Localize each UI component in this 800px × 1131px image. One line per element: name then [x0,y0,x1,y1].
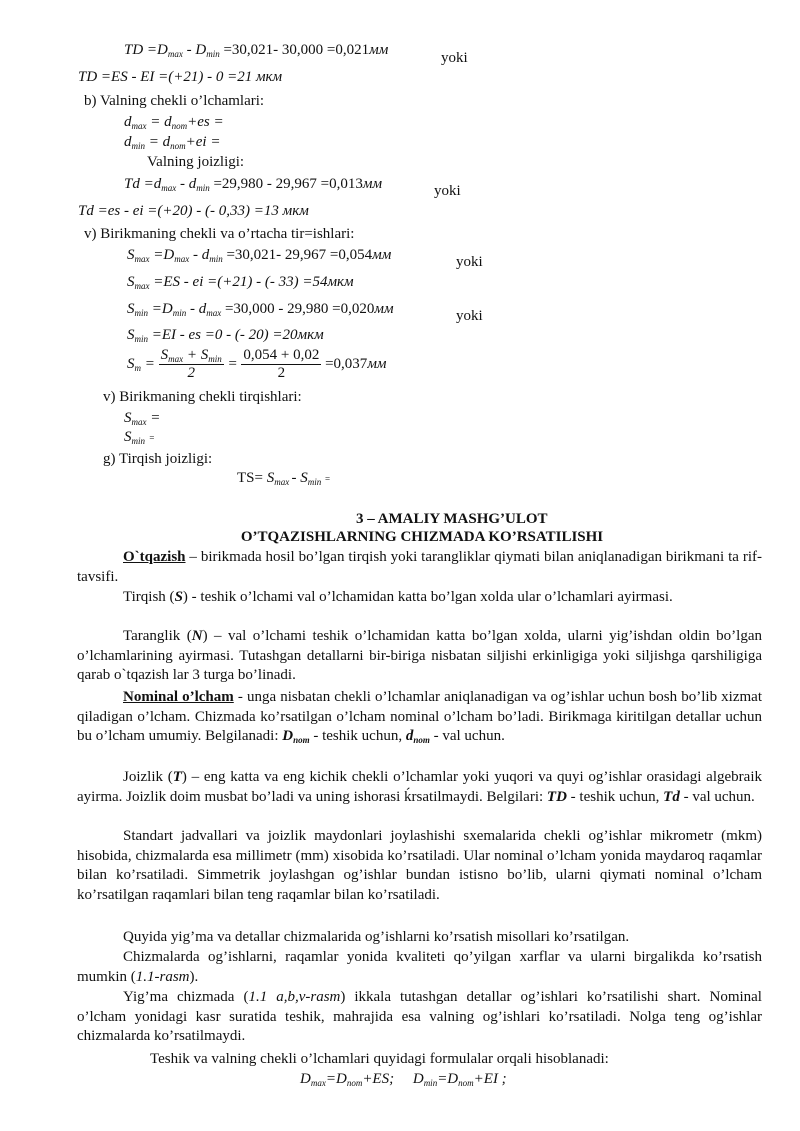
yoki-3: yoki [456,254,483,270]
smax-mkm-formula: $S_{max} =ES$ - ei =(+21) - (- 33) =54мкм [127,274,354,291]
paragraph-tirqish: Tirqish (S) - teshik o’lchami val o’lchamidan katta bo’lgan xolda ular o’lchamlari ayirmasi. [123,589,673,605]
paragraph-teshik: Teshik va valning chekli o’lchamlari quyidagi formulalar orqali hisoblanadi: [150,1051,609,1067]
smin-mm-formula: $S_{min} =D_{min} - d_{max} =30,000 - 29,980 =0,020мм$ [127,301,394,318]
section-heading-title: O’TQAZISHLARNING CHIZMADA KO’RSATILISHI [240,529,604,545]
dmax-dmin-formula: $D_{max}=D_{nom}+ES$; $D_{min}=D_{nom}+EI$ ; [300,1071,507,1088]
smax-mm-formula: $S_{max} =D_{max} - d_{min} =30,021-$ 29,967 =0,054мм [127,247,392,264]
v-label: v) Birikmaning chekli va o’rtacha tir=ishlari: [84,226,355,242]
paragraph-taranglik: Taranglik (N) – val o’lchami teshik o’lchamidan katta bo’lgan xolda, ularni yig’ishdan oldin bo’lgan o’lchamlarining ayirmasi. Tutashgan detallarni bir-biriga nisbatan siljishi erkinligiga yoki siljishga qarshiligiga qarab o`tqazish lar 3 turga bo’linadi. [77,628,762,684]
section-heading-number: 3 – AMALIY MASHG’ULOT [356,511,548,527]
sm-fraction-2: $\frac{0,054 + 0,02}{2}$ [243,347,320,382]
paragraph-otqazish: O`tqazish – birikmada hosil bo’lgan tirqish yoki tarangliklar qiymati bilan aniqlanadigan birikmani ta rif-tavsifi. [77,549,762,585]
val-joizligi-label: Valning joizligi: [147,154,245,170]
smax-blank: $S_{max}$ = [124,410,161,427]
ts-formula: $TS= S_{max} - S_{min}$ = [237,470,331,487]
sm-formula: $S_m$ = $\frac{S_{max} + S_{min}}{2}$ = $\frac{0,054 + 0,02}{2}$ =0,037мм [127,347,387,382]
yoki-2: yoki [434,183,461,199]
dmax-line: $d_{max} = d_{nom}+es$ = [124,114,224,131]
td-mm-formula: TD $=D_{max} - D_{min} =30,021-$ 30,000 =0,021мм [124,42,389,59]
td-mkm-formula: TD =ES - EI =(+21) - 0 =21 мкм [78,69,283,85]
td-val-mkm-formula: Td =es - ei =(+20) - (- 0,33) =13 мкм [78,203,309,219]
paragraph-joizlik: Joizlik (T) – eng katta va eng kichik chekli o’lchamlar yoki yuqori va quyi og’ishlar orasidagi algebraik ayirma. Joizlik doim musbat bo’ladi va uning ishorasi ḱrsatilmaydi. Belgilari: TD - teshik uchun, Td - val uchun. [77,769,762,805]
paragraph-yigma: Yig’ma chizmada (1.1 a,b,v-rasm) ikkala tutashgan detallar og’ishlari ko’rsatilishi shart. Nominal o’lcham yonidagi kasr suratida teshik, mahrajida esa valning og’ishlari ko’rsatiladi. Nolga teng og’ishlar chizmalarda ko’rsatilmaydi. [77,989,762,1045]
smin-mkm-formula: $S_{min} =EI$ - es =0 - (- 20) =20мкм [127,327,324,344]
smin-blank: $S_{min}$ = [124,429,155,446]
paragraph-quyida: Quyida yig’ma va detallar chizmalarida og’ishlarni ko’rsatish misollari ko’rsatilgan. [123,929,630,945]
b-label: b) Valning chekli o’lchamlari: [84,93,265,109]
sm-fraction-1: $\frac{S_{max} + S_{min}}{2}$ [160,347,222,382]
yoki-4: yoki [456,308,483,324]
td-val-mm-formula: $Td =d_{max} - d_{min} =29,980 - 29,967 =0,013мм$ [124,176,383,193]
term-otqazish: O`tqazish [123,549,186,565]
term-nominal: Nominal o’lcham [123,689,234,705]
paragraph-chizmalarda: Chizmalarda og’ishlarni, raqamlar yonida kvaliteti qo’yilgan xarflar va ularni birgalikda ko’rsatish mumkin (1.1-rasm). [77,949,762,985]
paragraph-standart: Standart jadvallari va joizlik maydonlari joylashishi sxemalarida chekli og’ishlar mikrometr (mkm) hisobida, chizmalarda esa millimetr (mm) xisobida ko’rsatiladi. Ular nominal o’lcham yonida maydaroq raqamlar bilan ko’rsatiladi. Simmetrik joylashgan og’ishlar bundan istisno bo’lib, ularni qiymati nominal o’lcham ko’rsatilgan raqamlari bilan teng raqamlar bilan ko’rsatiladi. [77,828,762,903]
yoki-1: yoki [441,50,468,66]
v2-label: v) Birikmaning chekli tirqishlari: [103,389,302,405]
dmin-line: $d_{min} = d_{nom}+ei$ = [124,134,221,151]
paragraph-nominal: Nominal o’lcham - unga nisbatan chekli o’lchamlar aniqlanadigan va og’ishlar uchun bosh bo’lib xizmat qiladigan o’lcham. Chizmada ko’rsatilgan o’lcham nominal o’lcham bo’ladi. Birikmaga kiritilgan detallar uchun bu o’lcham umumiy. Belgilanadi: $D_{nom}$ - teshik uchun, $d_{nom}$ - val uchun. [77,689,762,746]
g-label: g) Tirqish joizligi: [103,451,213,467]
